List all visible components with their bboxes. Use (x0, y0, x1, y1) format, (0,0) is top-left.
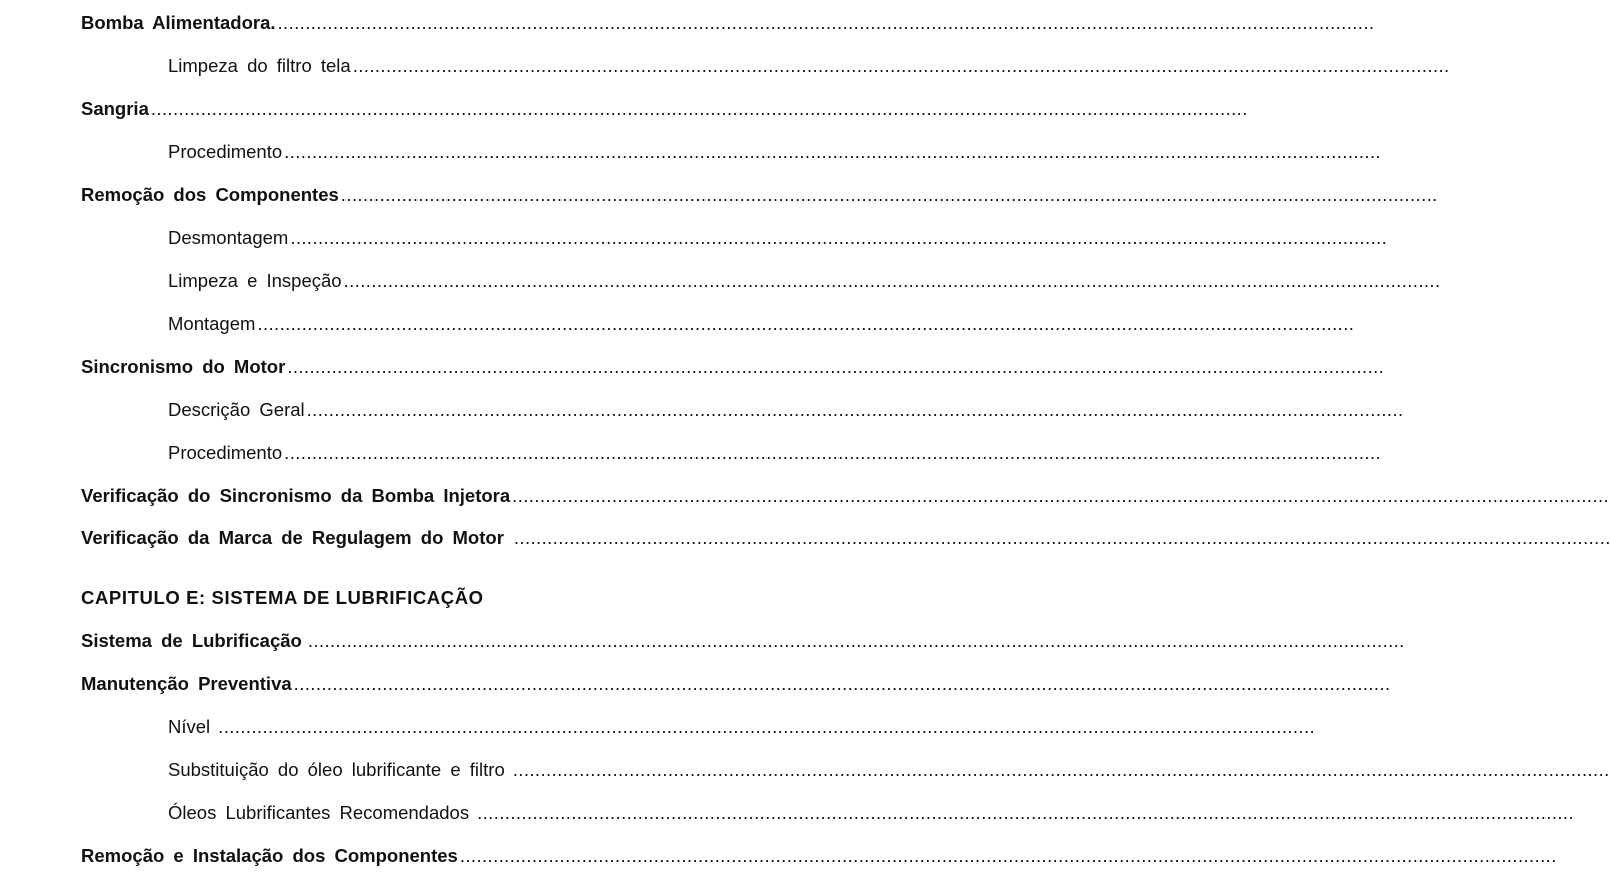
toc-entry-label: Limpeza e Inspeção (168, 270, 342, 291)
toc-entry-label: Sangria (81, 98, 149, 119)
toc-entry-label: Sistema de Lubrificação (81, 630, 302, 651)
dot-leader: ...................................................................................................................................................................................................... (293, 673, 1391, 694)
toc-entry-label: Verificação da Marca de Regulagem do Motor (81, 527, 504, 548)
toc-entry-label: Desmontagem (168, 227, 289, 248)
dot-leader: ...................................................................................................................................................................................................... (277, 12, 1375, 33)
toc-entry-sistema-lubrificacao[interactable] (0, 626, 1405, 652)
dot-leader: ...................................................................................................................................................................................................... (307, 630, 1405, 651)
dot-leader: ...................................................................................................................................................................................................... (513, 527, 1611, 548)
dot-leader: ...................................................................................................................................................................................................... (218, 716, 1316, 737)
toc-entry-montagem[interactable] (0, 309, 1355, 335)
toc-entry-verificacao-sincronismo-bomba[interactable] (0, 481, 1610, 507)
toc-entry-label: Limpeza do filtro tela (168, 55, 351, 76)
chapter-heading: CAPITULO E: SISTEMA DE LUBRIFICAÇÃO (81, 587, 484, 608)
dot-leader: ...................................................................................................................................................................................................... (306, 399, 1404, 420)
toc-entry-limpeza-inspecao[interactable] (0, 266, 1441, 292)
toc-entry-label: Remoção dos Componentes (81, 184, 339, 205)
toc-entry-sangria[interactable] (0, 94, 1248, 120)
dot-leader: ...................................................................................................................................................................................................... (290, 227, 1388, 248)
dot-leader: ...................................................................................................................................................................................................... (287, 356, 1385, 377)
toc-entry-label: Nível (168, 716, 211, 737)
dot-leader: ...................................................................................................................................................................................................... (150, 98, 1248, 119)
toc-entry-nivel[interactable] (0, 712, 1316, 738)
toc-entry-label: Bomba Alimentadora. (81, 12, 276, 33)
toc-entry-label: Verificação do Sincronismo da Bomba Injetora (81, 485, 511, 506)
dot-leader: ...................................................................................................................................................................................................... (477, 802, 1574, 823)
dot-leader: ...................................................................................................................................................................................................... (284, 141, 1382, 162)
toc-entry-substituicao-oleo[interactable] (0, 755, 1610, 781)
dot-leader: ...................................................................................................................................................................................................... (352, 55, 1450, 76)
toc-entry-oleos-recomendados[interactable] (0, 798, 1574, 824)
toc-entry-manutencao-preventiva[interactable] (0, 669, 1391, 695)
toc-entry-label: Sincronismo do Motor (81, 356, 286, 377)
toc-entry-label: Descrição Geral (168, 399, 305, 420)
toc-entry-label: Substituição do óleo lubrificante e filtro (168, 759, 505, 780)
dot-leader: ...................................................................................................................................................................................................... (340, 184, 1438, 205)
dot-leader: ...................................................................................................................................................................................................... (512, 759, 1610, 780)
toc-entry-desmontagem[interactable] (0, 223, 1388, 249)
toc-entry-remocao-componentes[interactable] (0, 180, 1438, 206)
toc-entry-label: Procedimento (168, 141, 283, 162)
toc-entry-descricao-geral[interactable] (0, 395, 1404, 421)
toc-entry-limpeza-filtro-tela[interactable] (0, 51, 1450, 77)
dot-leader: ...................................................................................................................................................................................................... (459, 845, 1557, 866)
toc-entry-sincronismo-motor[interactable] (0, 352, 1385, 378)
toc-entry-procedimento-sangria[interactable] (0, 137, 1382, 163)
toc-entry-procedimento-sincronismo[interactable] (0, 438, 1382, 464)
toc-entry-label: Procedimento (168, 442, 283, 463)
toc-entry-verificacao-marca-regulagem[interactable] (0, 523, 1611, 549)
toc-entry-label: Remoção e Instalação dos Componentes (81, 845, 458, 866)
dot-leader: ...................................................................................................................................................................................................... (284, 442, 1382, 463)
toc-entry-label: Óleos Lubrificantes Recomendados (168, 802, 470, 823)
toc-entry-remocao-instalacao[interactable] (0, 841, 1557, 867)
dot-leader: ...................................................................................................................................................................................................... (512, 485, 1610, 506)
dot-leader: ...................................................................................................................................................................................................... (343, 270, 1441, 291)
toc-entry-bomba-alimentadora[interactable] (0, 8, 1375, 34)
toc-entry-label: Manutenção Preventiva (81, 673, 292, 694)
toc-entry-label: Montagem (168, 313, 256, 334)
dot-leader: ...................................................................................................................................................................................................... (257, 313, 1355, 334)
